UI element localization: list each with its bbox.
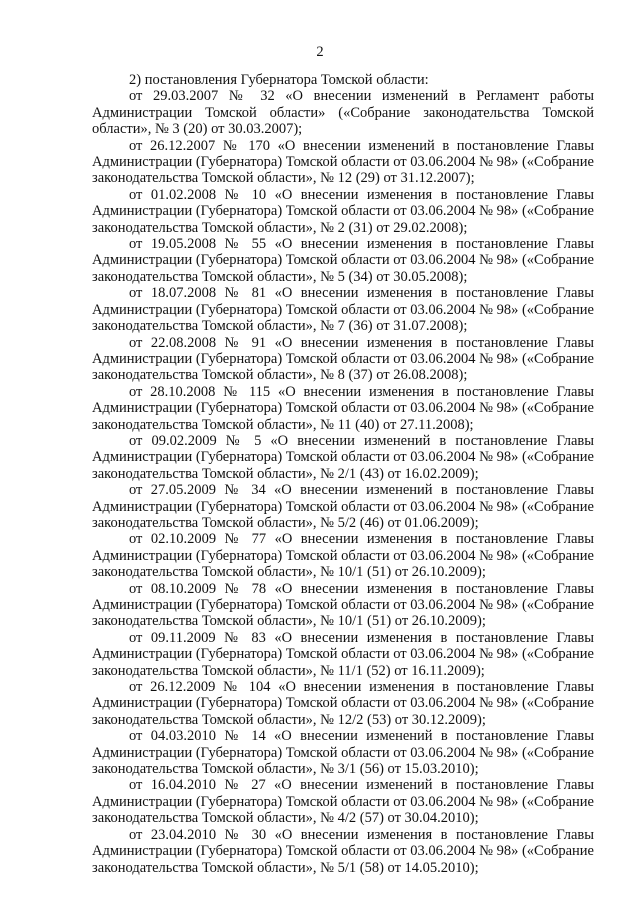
list-item: от 28.10.2008 № 115 «О внесении изменения в постановление Главы Администрации (Губернатора) Томской области от 03.06.2004 № 98» («Собрание законодательства Томской области», № 11 (40) от 27.11.2008);	[92, 383, 594, 433]
section-heading: 2) постановления Губернатора Томской области:	[129, 72, 429, 88]
list-item: от 02.10.2009 № 77 «О внесении изменения в постановление Главы Администрации (Губернатора) Томской области от 03.06.2004 № 98» («Собрание законодательства Томской области», № 10/1 (51) от 26.10.2009);	[92, 531, 594, 581]
list-item: от 27.05.2009 № 34 «О внесении изменений в постановление Главы Администрации (Губернатора) Томской области от 03.06.2004 № 98» («Собрание законодательства Томской области», № 5/2 (46) от 01.06.2009);	[92, 482, 594, 531]
list-item: от 19.05.2008 № 55 «О внесении изменения в постановление Главы Администрации (Губернатора) Томской области от 03.06.2004 № 98» («Собрание законодательства Томской области», № 5 (34) от 30.05.2008);	[92, 236, 594, 285]
list-item: от 08.10.2009 № 78 «О внесении изменения в постановление Главы Администрации (Губернатора) Томской области от 03.06.2004 № 98» («Собрание законодательства Томской области», № 10/1 (51) от 26.10.2009);	[92, 580, 594, 630]
list-item: от 09.02.2009 № 5 «О внесении изменений в постановление Главы Администрации (Губернатора) Томской области от 03.06.2004 № 98» («Собрание законодательства Томской области», № 2/1 (43) от 16.02.2009);	[92, 432, 594, 482]
list-item: от 01.02.2008 № 10 «О внесении изменения в постановление Главы Администрации (Губернатора) Томской области от 03.06.2004 № 98» («Собрание законодательства Томской области», № 2 (31) от 29.02.2008);	[92, 186, 594, 236]
list-item: от 23.04.2010 № 30 «О внесении изменения в постановление Главы Администрации (Губернатора) Томской области от 03.06.2004 № 98» («Собрание законодательства Томской области», № 5/1 (58) от 14.05.2010);	[92, 826, 594, 876]
page-number: 2	[316, 44, 324, 60]
list-item: от 18.07.2008 № 81 «О внесении изменения в постановление Главы Администрации (Губернатора) Томской области от 03.06.2004 № 98» («Собрание законодательства Томской области», № 7 (36) от 31.07.2008);	[92, 285, 594, 335]
list-item: от 09.11.2009 № 83 «О внесении изменения в постановление Главы Администрации (Губернатора) Томской области от 03.06.2004 № 98» («Собрание законодательства Томской области», № 11/1 (52) от 16.11.2009);	[92, 629, 594, 679]
list-item: от 22.08.2008 № 91 «О внесении изменения в постановление Главы Администрации (Губернатора) Томской области от 03.06.2004 № 98» («Собрание законодательства Томской области», № 8 (37) от 26.08.2008);	[92, 334, 594, 384]
list-item: от 16.04.2010 № 27 «О внесении изменений в постановление Главы Администрации (Губернатора) Томской области от 03.06.2004 № 98» («Собрание законодательства Томской области», № 4/2 (57) от 30.04.2010);	[92, 777, 594, 827]
list-item: от 26.12.2009 № 104 «О внесении изменения в постановление Главы Администрации (Губернатора) Томской области от 03.06.2004 № 98» («Собрание законодательства Томской области», № 12/2 (53) от 30.12.2009);	[92, 679, 594, 728]
document-body	[92, 72, 594, 876]
list-item: от 29.03.2007 № 32 «О внесении изменений в Регламент работы Администрации Томской области» («Собрание законодательства Томской области», № 3 (20) от 30.03.2007);	[92, 88, 594, 138]
list-item: от 04.03.2010 № 14 «О внесении изменений в постановление Главы Администрации (Губернатора) Томской области от 03.06.2004 № 98» («Собрание законодательства Томской области», № 3/1 (56) от 15.03.2010);	[92, 728, 594, 778]
list-item: от 26.12.2007 № 170 «О внесении изменений в постановление Главы Администрации (Губернатора) Томской области от 03.06.2004 № 98» («Собрание законодательства Томской области», № 12 (29) от 31.12.2007);	[92, 137, 594, 187]
